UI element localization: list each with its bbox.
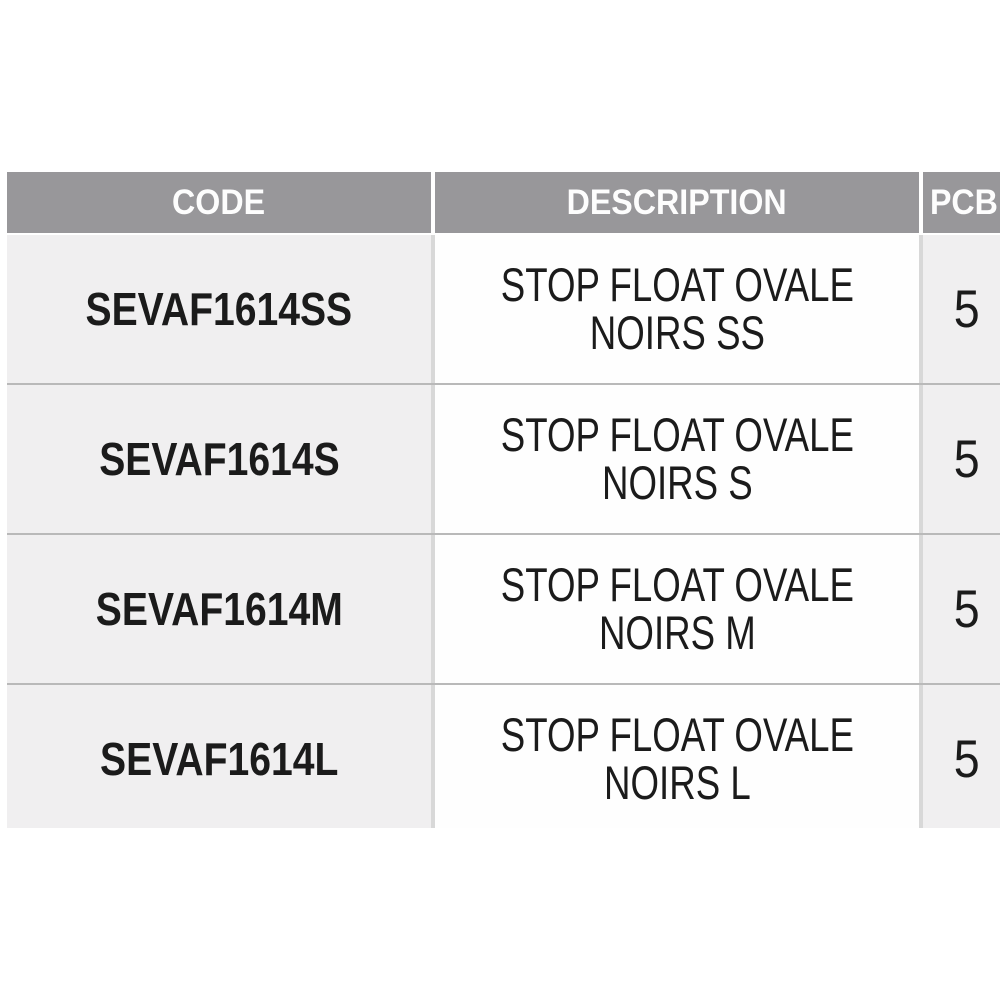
column-header-pcb-label: PCB [929,182,998,222]
pcb-cell [923,235,1000,383]
description-cell [435,685,919,828]
pcb-cell [923,385,1000,533]
pcb-value: 5 [953,579,980,639]
column-header-description-label: DESCRIPTION [566,182,788,222]
code-value: SEVAF1614L [99,733,339,785]
table-row [7,235,1000,385]
description-line-1: STOP FLOAT OVALE [500,708,854,761]
description-line-1: STOP FLOAT OVALE [500,558,854,611]
product-table [7,172,1000,828]
description-line-2: NOIRS SS [589,306,765,359]
description-value [500,708,854,809]
description-value [500,558,854,659]
description-cell [435,385,919,533]
code-value: SEVAF1614SS [85,283,353,335]
code-cell [7,385,431,533]
column-header-pcb [923,172,1000,233]
pcb-value: 5 [953,279,980,339]
description-value [500,408,854,509]
code-cell [7,535,431,683]
table-row [7,535,1000,685]
description-cell [435,535,919,683]
code-cell [7,235,431,383]
description-line-2: NOIRS S [601,456,753,509]
description-cell [435,235,919,383]
description-value [500,258,854,359]
column-header-code [7,172,431,233]
column-header-description [435,172,919,233]
description-line-2: NOIRS M [598,606,756,659]
table-row [7,385,1000,535]
column-header-code-label: CODE [172,182,266,222]
code-value: SEVAF1614M [95,583,343,635]
pcb-cell [923,535,1000,683]
table-row [7,685,1000,828]
description-line-1: STOP FLOAT OVALE [500,408,854,461]
description-line-2: NOIRS L [603,756,751,809]
table-body [7,172,1000,828]
pcb-value: 5 [953,429,980,489]
table-header-row [7,172,1000,233]
pcb-cell [923,685,1000,828]
code-cell [7,685,431,828]
code-value: SEVAF1614S [98,433,340,485]
description-line-1: STOP FLOAT OVALE [500,258,854,311]
pcb-value: 5 [953,729,980,789]
